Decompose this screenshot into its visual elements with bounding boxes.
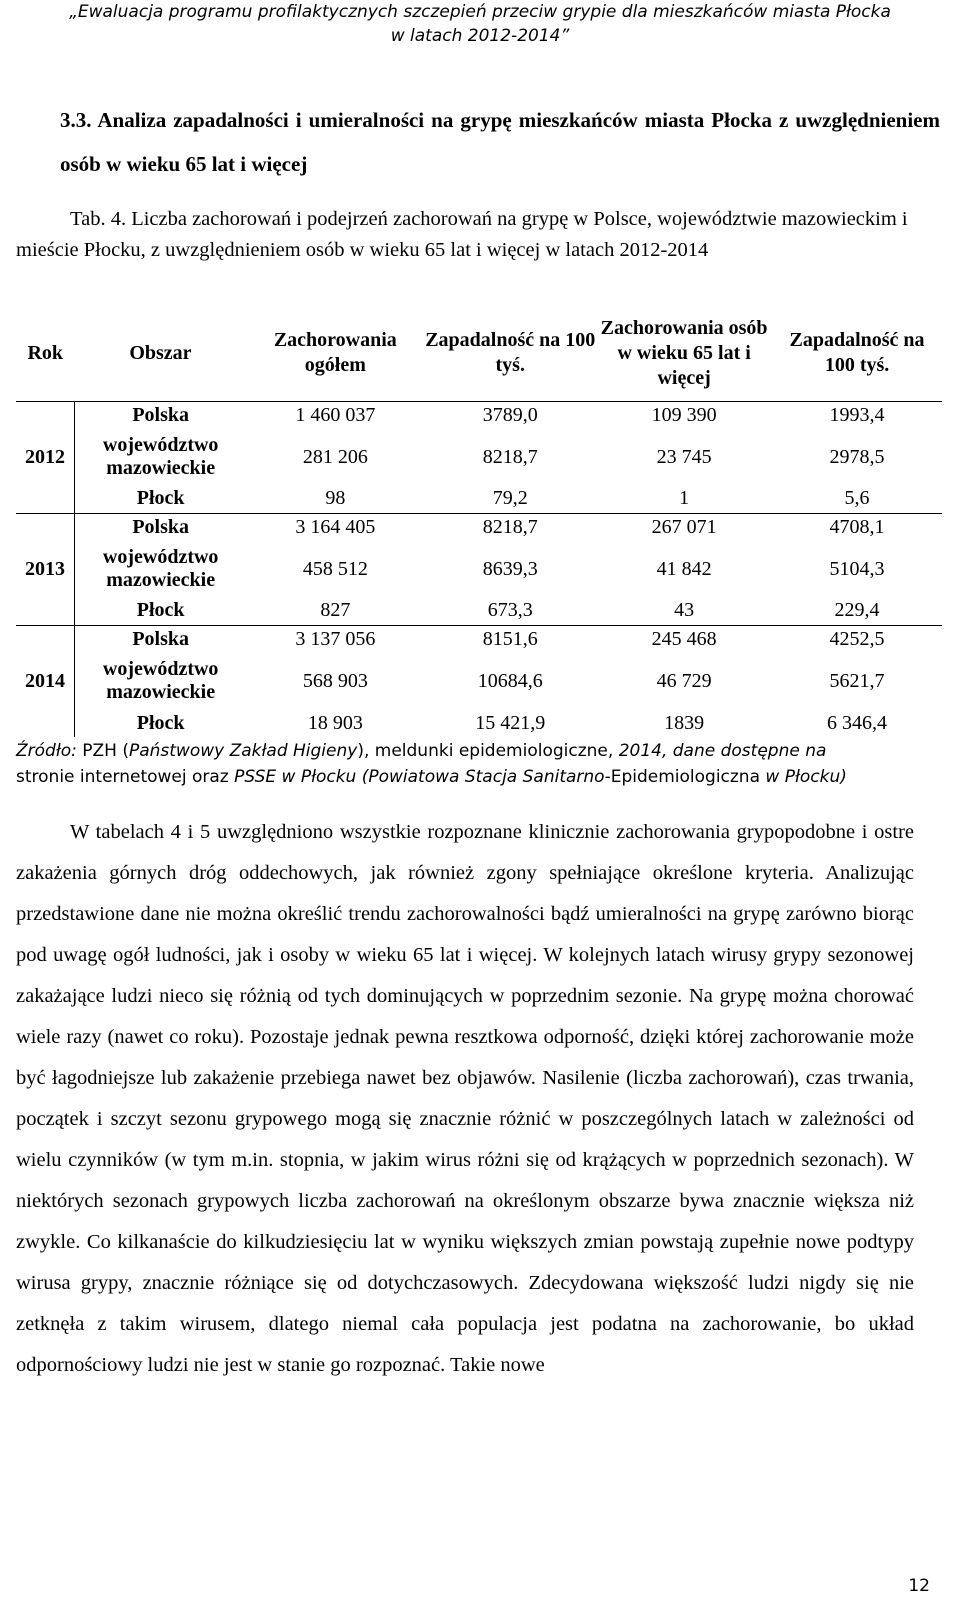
source-part: 2014, dane dostępne na bbox=[618, 741, 827, 761]
incidence-cell: 3789,0 bbox=[424, 401, 596, 429]
incidence-65-cell: 4708,1 bbox=[772, 513, 942, 541]
incidence-65-cell: 6 346,4 bbox=[827, 711, 888, 734]
source-part: stronie internetowej oraz bbox=[16, 767, 235, 787]
table-row bbox=[16, 597, 942, 625]
cases-65-cell: 41 842 bbox=[656, 557, 712, 580]
year-cell: 2014 bbox=[16, 625, 74, 737]
total-cell: 1 460 037 bbox=[246, 401, 424, 429]
source-part: -Epidemiologiczna bbox=[604, 767, 766, 787]
table-row bbox=[16, 653, 942, 709]
area-cell: Polska bbox=[74, 625, 246, 653]
area-cell: Polska bbox=[74, 401, 246, 429]
page-number: 12 bbox=[908, 1576, 930, 1596]
incidence-cell: 15 421,9 bbox=[475, 711, 546, 734]
incidence-65-cell: 5621,7 bbox=[829, 669, 885, 692]
total-cell: 281 206 bbox=[302, 445, 368, 468]
running-header bbox=[60, 0, 900, 48]
cases-65-cell: 245 468 bbox=[596, 625, 772, 653]
incidence-cell: 673,3 bbox=[487, 599, 533, 622]
running-header-line1: „Ewaluacja programu profilaktycznych szczepień przeciw grypie dla mieszkańców miasta Płocka bbox=[69, 2, 891, 22]
total-cell: 98 bbox=[325, 487, 346, 510]
header-zachorowania-ogolem: Zachorowania ogółem bbox=[273, 329, 397, 377]
table-row bbox=[16, 485, 942, 513]
total-cell: 827 bbox=[320, 599, 351, 622]
cases-65-cell: 46 729 bbox=[656, 669, 712, 692]
source-part: Źródło: bbox=[16, 741, 83, 761]
incidence-65-cell: 229,4 bbox=[834, 599, 880, 622]
section-title: 3.3. Analiza zapadalności i umieralności na grypę mieszkańców miasta Płocka z uwzględnieniem osób w wieku 65 lat i więcej bbox=[60, 108, 940, 176]
incidence-table bbox=[16, 306, 942, 737]
incidence-cell: 8151,6 bbox=[424, 625, 596, 653]
source-part: PZH ( bbox=[82, 741, 129, 761]
header-zapadalnosc-1: Zapadalność na 100 tyś. bbox=[425, 329, 596, 377]
incidence-cell: 8639,3 bbox=[482, 557, 538, 580]
table-row bbox=[16, 401, 942, 429]
source-part: ), meldunki epidemiologiczne, bbox=[357, 741, 619, 761]
header-obszar: Obszar bbox=[129, 341, 192, 364]
total-cell: 3 137 056 bbox=[246, 625, 424, 653]
header-rok: Rok bbox=[27, 341, 64, 364]
table-source-note bbox=[16, 738, 942, 790]
area-cell: województwo mazowieckie bbox=[102, 658, 219, 703]
source-part: PSSE w Płocku (Powiatowa Stacja Sanitarno bbox=[234, 767, 605, 787]
table-row bbox=[16, 513, 942, 541]
cases-65-cell: 1839 bbox=[664, 711, 705, 734]
area-cell: województwo mazowieckie bbox=[102, 434, 219, 479]
table-row bbox=[16, 709, 942, 737]
area-cell: województwo mazowieckie bbox=[102, 546, 219, 591]
incidence-cell: 8218,7 bbox=[424, 513, 596, 541]
header-zachorowania-65: Zachorowania osób w wieku 65 lat i więcej bbox=[600, 316, 768, 389]
total-cell: 568 903 bbox=[302, 669, 368, 692]
table-caption: Tab. 4. Liczba zachorowań i podejrzeń zachorowań na grypę w Polsce, województwie mazowieckim i mieście Płocku, z uwzględnieniem osób w wieku 65 lat i więcej w latach 2012-2014 bbox=[16, 208, 908, 261]
table-header-row bbox=[16, 306, 942, 401]
year-cell: 2012 bbox=[16, 401, 74, 513]
incidence-65-cell: 1993,4 bbox=[772, 401, 942, 429]
table-row bbox=[16, 429, 942, 485]
incidence-65-cell: 5,6 bbox=[844, 487, 870, 510]
table-row bbox=[16, 625, 942, 653]
area-cell: Polska bbox=[74, 513, 246, 541]
source-part: Państwowy Zakład Higieny bbox=[128, 741, 358, 761]
total-cell: 18 903 bbox=[307, 711, 363, 734]
incidence-cell: 10684,6 bbox=[477, 669, 543, 692]
cases-65-cell: 1 bbox=[679, 487, 690, 510]
body-paragraph: W tabelach 4 i 5 uwzględniono wszystkie rozpoznane klinicznie zachorowania grypopodobne i ostre zakażenia górnych dróg oddechowych, jak również zgony spełniające określone kryteria. Analizując przedstawione dane nie można określić trendu zachorowalności bądź umieralności na grypę zarówno biorąc pod uwagę ogół ludności, jak i osoby w wieku 65 lat i więcej. W kolejnych latach wirusy grypy sezonowej zakażające ludzi nieco się różnią od tych dominujących w poprzednim sezonie. Na grypę można chorować wiele razy (nawet co roku). Pozostaje jednak pewna resztkowa odporność, dzięki której zachorowanie może być łagodniejsze lub zakażenie przebiega nawet bez objawów. Nasilenie (liczba zachorowań), czas trwania, początek i szczyt sezonu grypowego mogą się znacznie różnić w poszczególnych latach w zależności od wielu czynników (w tym m.in. stopnia, w jakim wirus różni się od krążących w poprzednich sezonach). W niektórych sezonach grypowych liczba zachorowań na określonym obszarze bywa znacznie większa niż zwykle. Co kilkanaście do kilkudziesięciu lat w wyniku większych zmian powstają zupełnie nowe podtypy wirusa grypy, znacznie różniące się od dotychczasowych. Zdecydowana większość ludzi nigdy się nie zetknęła z takim wirusem, dlatego niemal cała populacja jest podatna na zachorowanie, bo układ odpornościowy ludzi nie jest w stanie go rozpoznać. Takie nowe bbox=[16, 821, 914, 1376]
incidence-cell: 8218,7 bbox=[482, 445, 538, 468]
area-cell: Płock bbox=[136, 487, 185, 510]
area-cell: Płock bbox=[136, 711, 185, 734]
total-cell: 3 164 405 bbox=[246, 513, 424, 541]
source-part: w Płocku) bbox=[765, 767, 847, 787]
incidence-65-cell: 5104,3 bbox=[829, 557, 885, 580]
cases-65-cell: 267 071 bbox=[596, 513, 772, 541]
incidence-65-cell: 2978,5 bbox=[829, 445, 885, 468]
incidence-cell: 79,2 bbox=[492, 487, 528, 510]
total-cell: 458 512 bbox=[302, 557, 368, 580]
cases-65-cell: 109 390 bbox=[596, 401, 772, 429]
area-cell: Płock bbox=[136, 599, 185, 622]
cases-65-cell: 43 bbox=[674, 599, 695, 622]
year-cell: 2013 bbox=[16, 513, 74, 625]
incidence-65-cell: 4252,5 bbox=[772, 625, 942, 653]
table-row bbox=[16, 541, 942, 597]
header-zapadalnosc-2: Zapadalność na 100 tyś. bbox=[789, 329, 925, 377]
running-header-line2: w latach 2012-2014” bbox=[390, 26, 570, 46]
cases-65-cell: 23 745 bbox=[656, 445, 712, 468]
